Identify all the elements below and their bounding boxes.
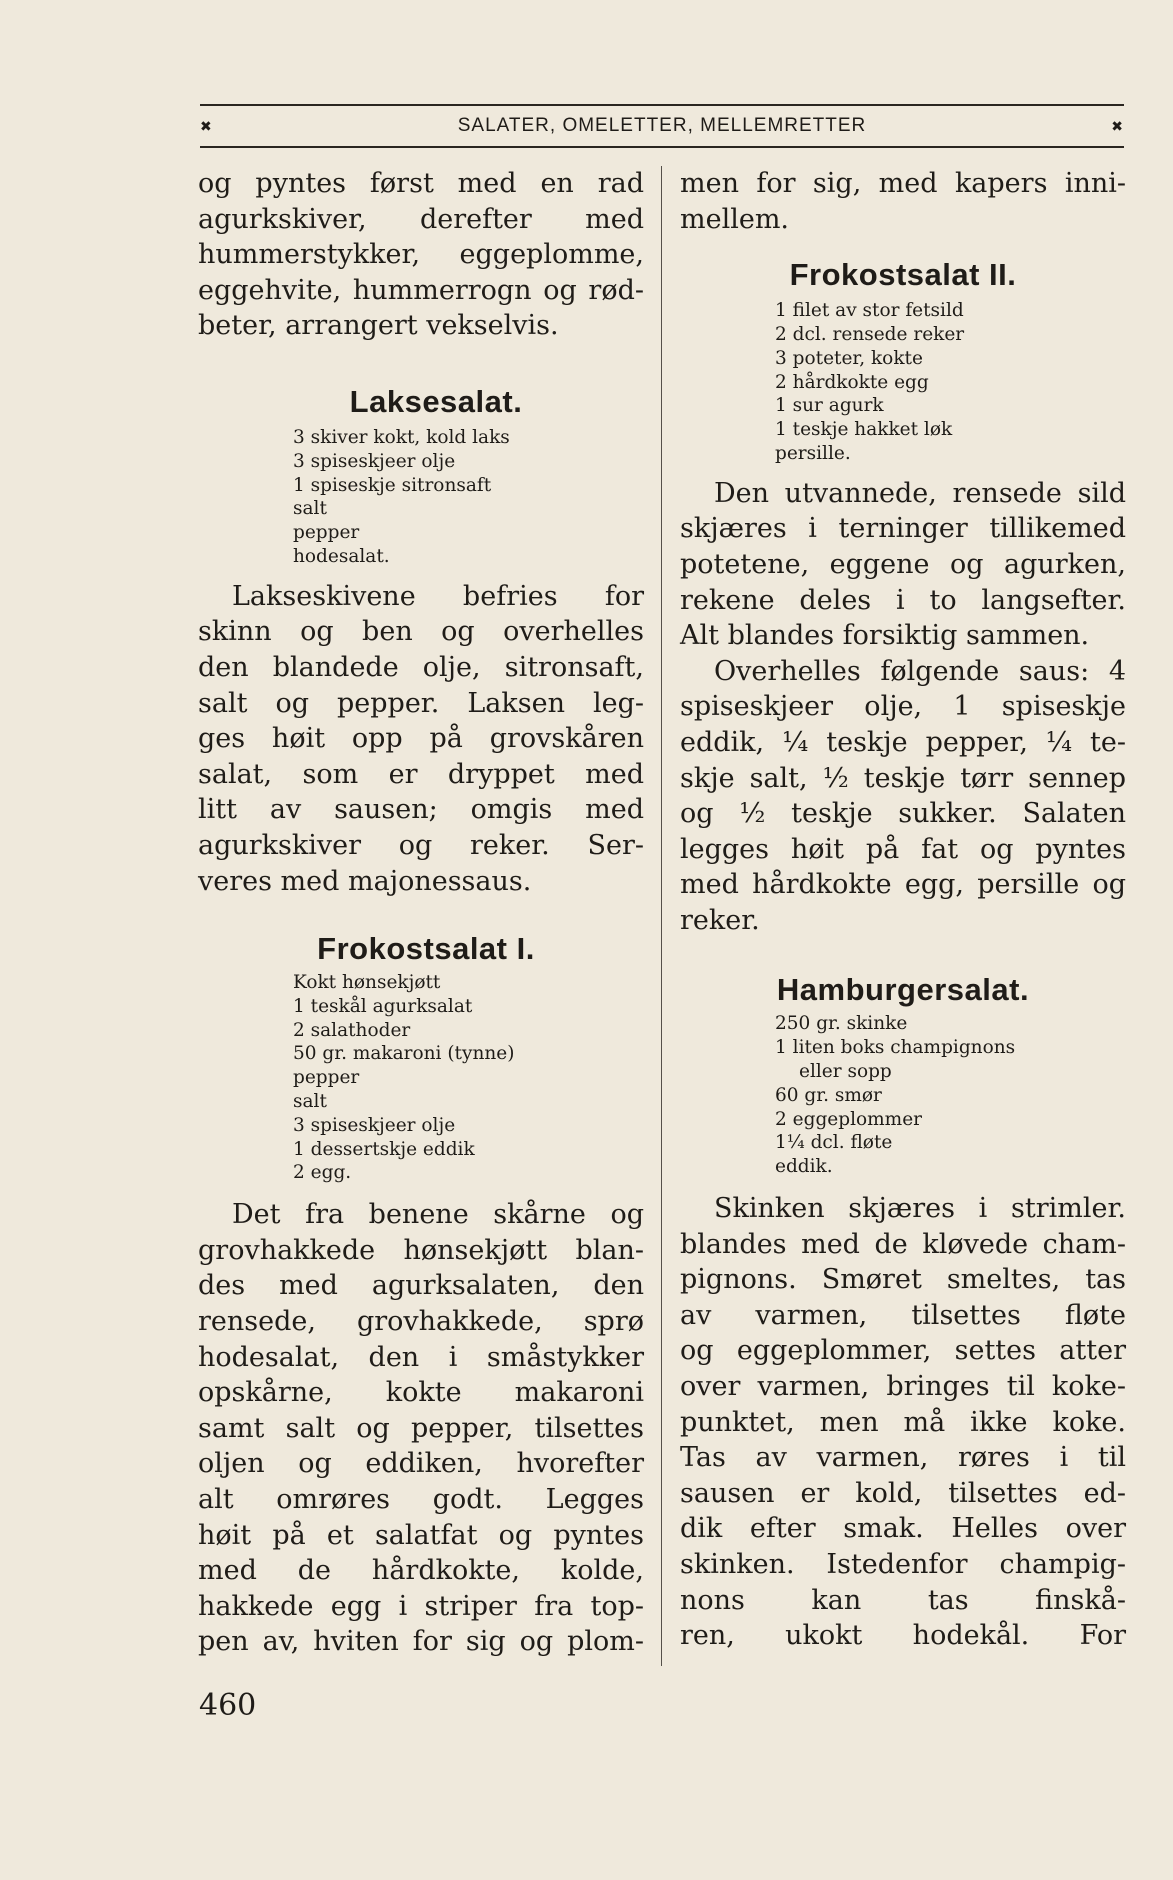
text-line: samt salt og pepper, tilsettes [198, 1412, 644, 1444]
text-line: men for sig, med kapers inni- [680, 168, 1126, 199]
text-line: reker. [680, 904, 760, 936]
header-ornament-right: ✖ [1111, 117, 1124, 134]
ingredient-item: 1 teskål agurksalat [293, 995, 473, 1017]
text-line: rekene deles i to langsefter. [680, 584, 1126, 616]
ingredient-item: 60 gr. smør [775, 1084, 882, 1106]
ingredient-item: 1 teskje hakket løk [775, 419, 953, 441]
ingredient-item: 3 skiver kokt, kold laks [293, 426, 510, 448]
text-line: potetene, eggene og agurken, [680, 548, 1126, 580]
text-line: spiseskjeer olje, 1 spiseskje [680, 691, 1126, 723]
text-line: høit på et salatfat og pyntes [198, 1519, 644, 1551]
header-title: SALATER, OMELETTER, MELLEMRETTER [457, 115, 867, 136]
ingredient-item: 2 eggeplommer [775, 1108, 923, 1130]
text-line: over varmen, bringes til koke- [680, 1371, 1126, 1403]
text-line: hummerstykker, eggeplomme, [198, 239, 644, 271]
page-number: 460 [199, 1688, 257, 1723]
text-line: og ½ teskje sukker. Salaten [680, 798, 1126, 830]
text-line: des med agurksalaten, den [198, 1270, 644, 1302]
ingredient-item: 2 egg. [293, 1162, 352, 1184]
ingredient-item: 1¼ dcl. fløte [775, 1132, 893, 1154]
text-line: agurkskiver, derefter med [198, 203, 644, 235]
ingredient-item: 250 gr. skinke [775, 1013, 908, 1035]
ingredient-item: 1 liten boks champignons [775, 1037, 1016, 1059]
instructions-frokostsalat-1 [198, 1197, 644, 1660]
text-line: ren, ukokt hodekål. For [680, 1620, 1126, 1652]
text-line: nons kan tas finskå- [680, 1584, 1126, 1616]
text-line: Tas av varmen, røres i til [680, 1442, 1126, 1474]
recipe-title-frokostsalat-1: Frokostsalat I. [317, 931, 535, 967]
ingredient-item: eddik. [775, 1156, 833, 1178]
left-column [198, 166, 644, 1660]
text-line: oljen og eddiken, hvorefter [198, 1448, 644, 1480]
instructions-hamburgersalat [680, 1191, 1126, 1654]
text-line: litt av sausen; omgis med [198, 794, 644, 826]
right-column [680, 166, 1126, 1654]
ingredient-item: 2 hårdkokte egg [775, 371, 929, 393]
recipe-title-hamburgersalat: Hamburgersalat. [776, 972, 1030, 1008]
ingredient-list-hamburgersalat [680, 1012, 1126, 1179]
text-line: skje salt, ½ teskje tørr sennep [680, 762, 1126, 794]
text-line: Lakseskivene befries for [232, 580, 644, 612]
text-line: dik efter smak. Helles over [680, 1513, 1126, 1545]
recipe-title-frokostsalat-2: Frokostsalat II. [789, 257, 1017, 293]
text-line: pen av, hviten for sig og plom- [198, 1626, 644, 1658]
text-line: salt og pepper. Laksen leg- [198, 687, 644, 719]
instructions-frokostsalat-2 [680, 476, 1126, 939]
text-line: grovhakkede hønsekjøtt blan- [198, 1234, 644, 1266]
text-line: legges høit på fat og pyntes [680, 833, 1126, 865]
text-line: av varmen, tilsettes fløte [680, 1299, 1126, 1331]
text-line: veres med majonessaus. [198, 865, 532, 897]
ingredient-item: salt [293, 498, 327, 520]
text-line: mellem. [680, 203, 790, 235]
text-line: eddik, ¼ teskje pepper, ¼ te- [680, 726, 1126, 758]
ingredient-item: 2 salathoder [293, 1019, 411, 1041]
recipe-title-laksesalat: Laksesalat. [349, 383, 523, 419]
text-line: alt omrøres godt. Legges [198, 1484, 644, 1516]
text-line: hakkede egg i striper fra top- [198, 1590, 644, 1622]
text-line: den blandede olje, sitronsaft, [198, 651, 644, 683]
column-divider [661, 166, 662, 1666]
ingredient-item: 1 spiseskje sitronsaft [293, 474, 492, 496]
header-ornament-left: ✖ [200, 117, 213, 134]
ingredient-list-frokostsalat-2 [680, 299, 1126, 466]
text-line: med de hårdkokte, kolde, [198, 1555, 644, 1587]
text-line: Den utvannede, rensede sild [714, 477, 1126, 509]
text-line: hodesalat, den i småstykker [198, 1341, 644, 1373]
ingredient-item: 2 dcl. rensede reker [775, 323, 965, 345]
text-line: skjæres i terninger tillikemed [680, 513, 1126, 545]
ingredient-item: eller sopp [799, 1061, 892, 1083]
ingredient-item: 1 filet av stor fetsild [775, 300, 964, 322]
text-line: pignons. Smøret smeltes, tas [680, 1264, 1126, 1296]
ingredient-list-frokostsalat-1 [198, 971, 644, 1185]
text-line: med hårdkokte egg, persille og [680, 869, 1126, 901]
ingredient-item: 1 dessertskje eddik [293, 1138, 475, 1160]
ingredient-item: 50 gr. makaroni (tynne) [293, 1043, 515, 1065]
running-header [200, 104, 1124, 148]
text-line: og pyntes først med en rad [198, 168, 644, 199]
text-line: blandes med de kløvede cham- [680, 1228, 1126, 1260]
ingredient-item: Kokt hønsekjøtt [293, 972, 441, 994]
text-line: beter, arrangert vekselvis. [198, 310, 559, 342]
ingredient-item: 3 spiseskjeer olje [293, 450, 456, 472]
ingredient-item: 1 sur agurk [775, 395, 884, 417]
ingredient-item: salt [293, 1091, 327, 1113]
text-line: Skinken skjæres i strimler. [714, 1193, 1126, 1225]
text-line: ges høit opp på grovskåren [198, 723, 644, 755]
text-line: sausen er kold, tilsettes ed- [680, 1477, 1126, 1509]
text-line: Det fra benene skårne og [232, 1199, 644, 1231]
ingredient-item: pepper [293, 522, 360, 544]
intro-paragraph [680, 166, 1126, 237]
ingredient-item: hodesalat. [293, 545, 390, 567]
ingredient-list-laksesalat [198, 426, 644, 569]
text-line: punktet, men må ikke koke. [680, 1406, 1126, 1438]
text-line: eggehvite, hummerrogn og rød- [198, 274, 644, 306]
ingredient-item: persille. [775, 442, 851, 464]
ingredient-item: 3 spiseskjeer olje [293, 1114, 456, 1136]
text-line: opskårne, kokte makaroni [198, 1377, 644, 1409]
text-line: Alt blandes forsiktig sammen. [680, 620, 1090, 652]
text-line: og eggeplommer, settes atter [680, 1335, 1126, 1367]
ingredient-item: pepper [293, 1067, 360, 1089]
instructions-laksesalat [198, 579, 644, 899]
text-line: agurkskiver og reker. Ser- [198, 829, 644, 861]
text-line: salat, som er dryppet med [198, 758, 644, 790]
ingredient-item: 3 poteter, kokte [775, 347, 923, 369]
intro-paragraph [198, 166, 644, 344]
text-line: skinken. Istedenfor champig- [680, 1549, 1126, 1580]
text-line: rensede, grovhakkede, sprø [198, 1306, 644, 1338]
text-line: Overhelles følgende saus: 4 [714, 655, 1126, 687]
text-line: skinn og ben og overhelles [198, 616, 644, 648]
